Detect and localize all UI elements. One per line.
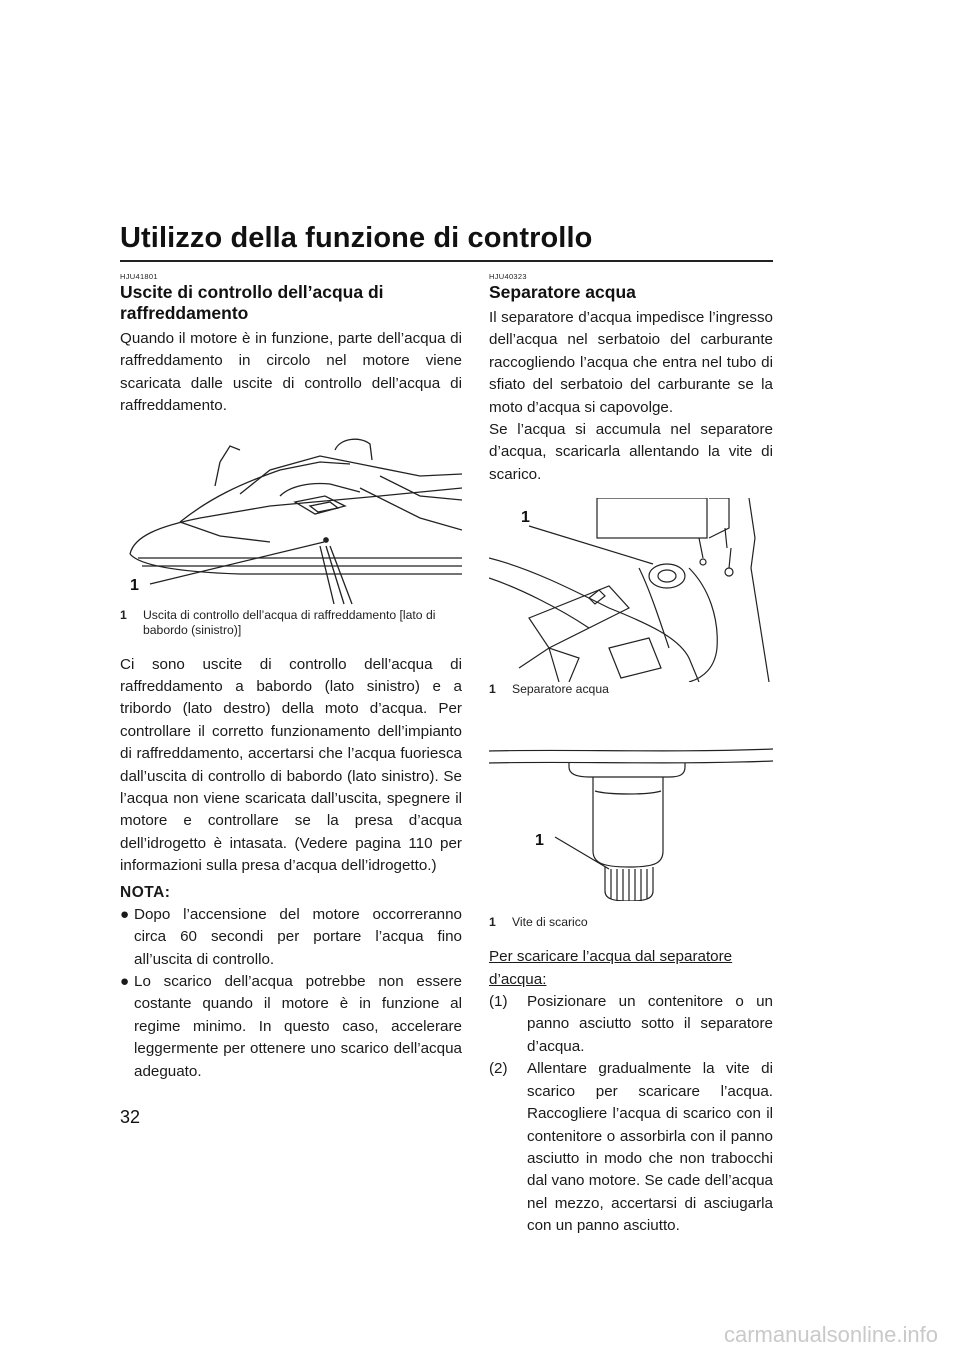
nota-title: NOTA: (120, 883, 171, 901)
page-title: Utilizzo della funzione di controllo (120, 222, 593, 254)
caption-text: Separatore acqua (512, 682, 609, 697)
right-column (489, 272, 773, 1238)
step-number: (2) (489, 1060, 508, 1078)
step-text: Posizionare un contenitore o un panno asciutto sotto il separatore d’acqua. (527, 993, 773, 1055)
drain-screw-illustration (489, 731, 773, 901)
jetski-illustration (120, 426, 462, 606)
jetski-figure (120, 426, 462, 606)
step-text: Allentare gradualmente la vite di scarico per scaricare l’acqua. Raccogliere l’acqua di scarico con il contenitore o assorbirla con il panno asciutto in modo che non trabocchi dal vano motore. Se cade dell’acqua nel mezzo, accertarsi di asciugarla con un panno asciutto. (527, 1060, 773, 1235)
caption-number: 1 (489, 915, 496, 930)
bullet-icon: ● (120, 905, 130, 923)
figure-callout: 1 (535, 832, 544, 850)
bullet-icon: ● (120, 972, 130, 990)
engine-bay-figure (489, 498, 773, 682)
separator-paragraph-1: Il separatore d’acqua impedisce l’ingresso dell’acqua nel serbatoio del carburante raccogliendo l’acqua che entra nel tubo di sfiato del serbatoio del carburante se la moto d’acqua si capovolge. (489, 309, 773, 416)
step-number: (1) (489, 993, 508, 1011)
figure-caption (489, 682, 773, 697)
figure-caption (120, 608, 462, 638)
bullet-text: Dopo l’accensione del motore occorreranno circa 60 secondi per portare l’acqua fino all’uscita di controllo. (134, 905, 462, 968)
title-rule (120, 260, 773, 262)
intro-paragraph: Quando il motore è in funzione, parte dell’acqua di raffreddamento in circolo nel motore viene scaricata dalle uscite di controllo dell’acqua di raffreddamento. (120, 330, 462, 415)
watermark: carmanualsonline.info (723, 1322, 938, 1347)
nota-bullet (120, 971, 462, 1083)
section-heading-cooling-outlet: Uscite di controllo dell’acqua di raffreddamento (120, 282, 384, 323)
caption-number: 1 (489, 682, 496, 697)
section-code: HJU40323 (489, 272, 527, 281)
procedure-step (489, 991, 773, 1058)
caption-text: Uscita di controllo dell’acqua di raffreddamento [lato di babordo (sinistro)] (143, 607, 436, 637)
section-code: HJU41801 (120, 272, 158, 281)
procedure-step (489, 1058, 773, 1237)
engine-bay-illustration (489, 498, 773, 682)
figure-callout: 1 (130, 576, 139, 594)
figure-callout: 1 (521, 509, 530, 527)
nota-bullet (120, 904, 462, 971)
separator-paragraph-2: Se l’acqua si accumula nel separatore d’acqua, scaricarla allentando la vite di scarico. (489, 421, 773, 483)
caption-number: 1 (120, 607, 127, 622)
bullet-text: Lo scarico dell’acqua potrebbe non essere costante quando il motore è in funzione al regime minimo. In questo caso, accelerare leggermente per ottenere uno scarico dell’acqua adeguato. (134, 972, 462, 1080)
body-paragraph: Ci sono uscite di controllo dell’acqua di raffreddamento a babordo (lato sinistro) e a tribordo (lato destro) della moto d’acqua. Per controllare il corretto funzionamento dell’impianto di raffreddamento, accertarsi che l’acqua fuoriesca dall’uscita di controllo di babordo (lato sinistro). Se l’acqua non viene scaricata dall’uscita, spegnere il motore e controllare se la presa d’acqua dell’idrogetto è intasata. (Vedere pagina 110 per informazioni sulla presa d’acqua dell’idrogetto.) (120, 655, 462, 875)
figure-caption (489, 915, 773, 930)
drain-screw-figure (489, 731, 773, 901)
left-column (120, 272, 462, 1083)
page-number: 32 (120, 1107, 141, 1127)
caption-text: Vite di scarico (512, 915, 588, 930)
procedure-title: Per scaricare l’acqua dal separatore d’acqua: (489, 948, 733, 988)
section-heading-water-separator: Separatore acqua (489, 282, 636, 302)
